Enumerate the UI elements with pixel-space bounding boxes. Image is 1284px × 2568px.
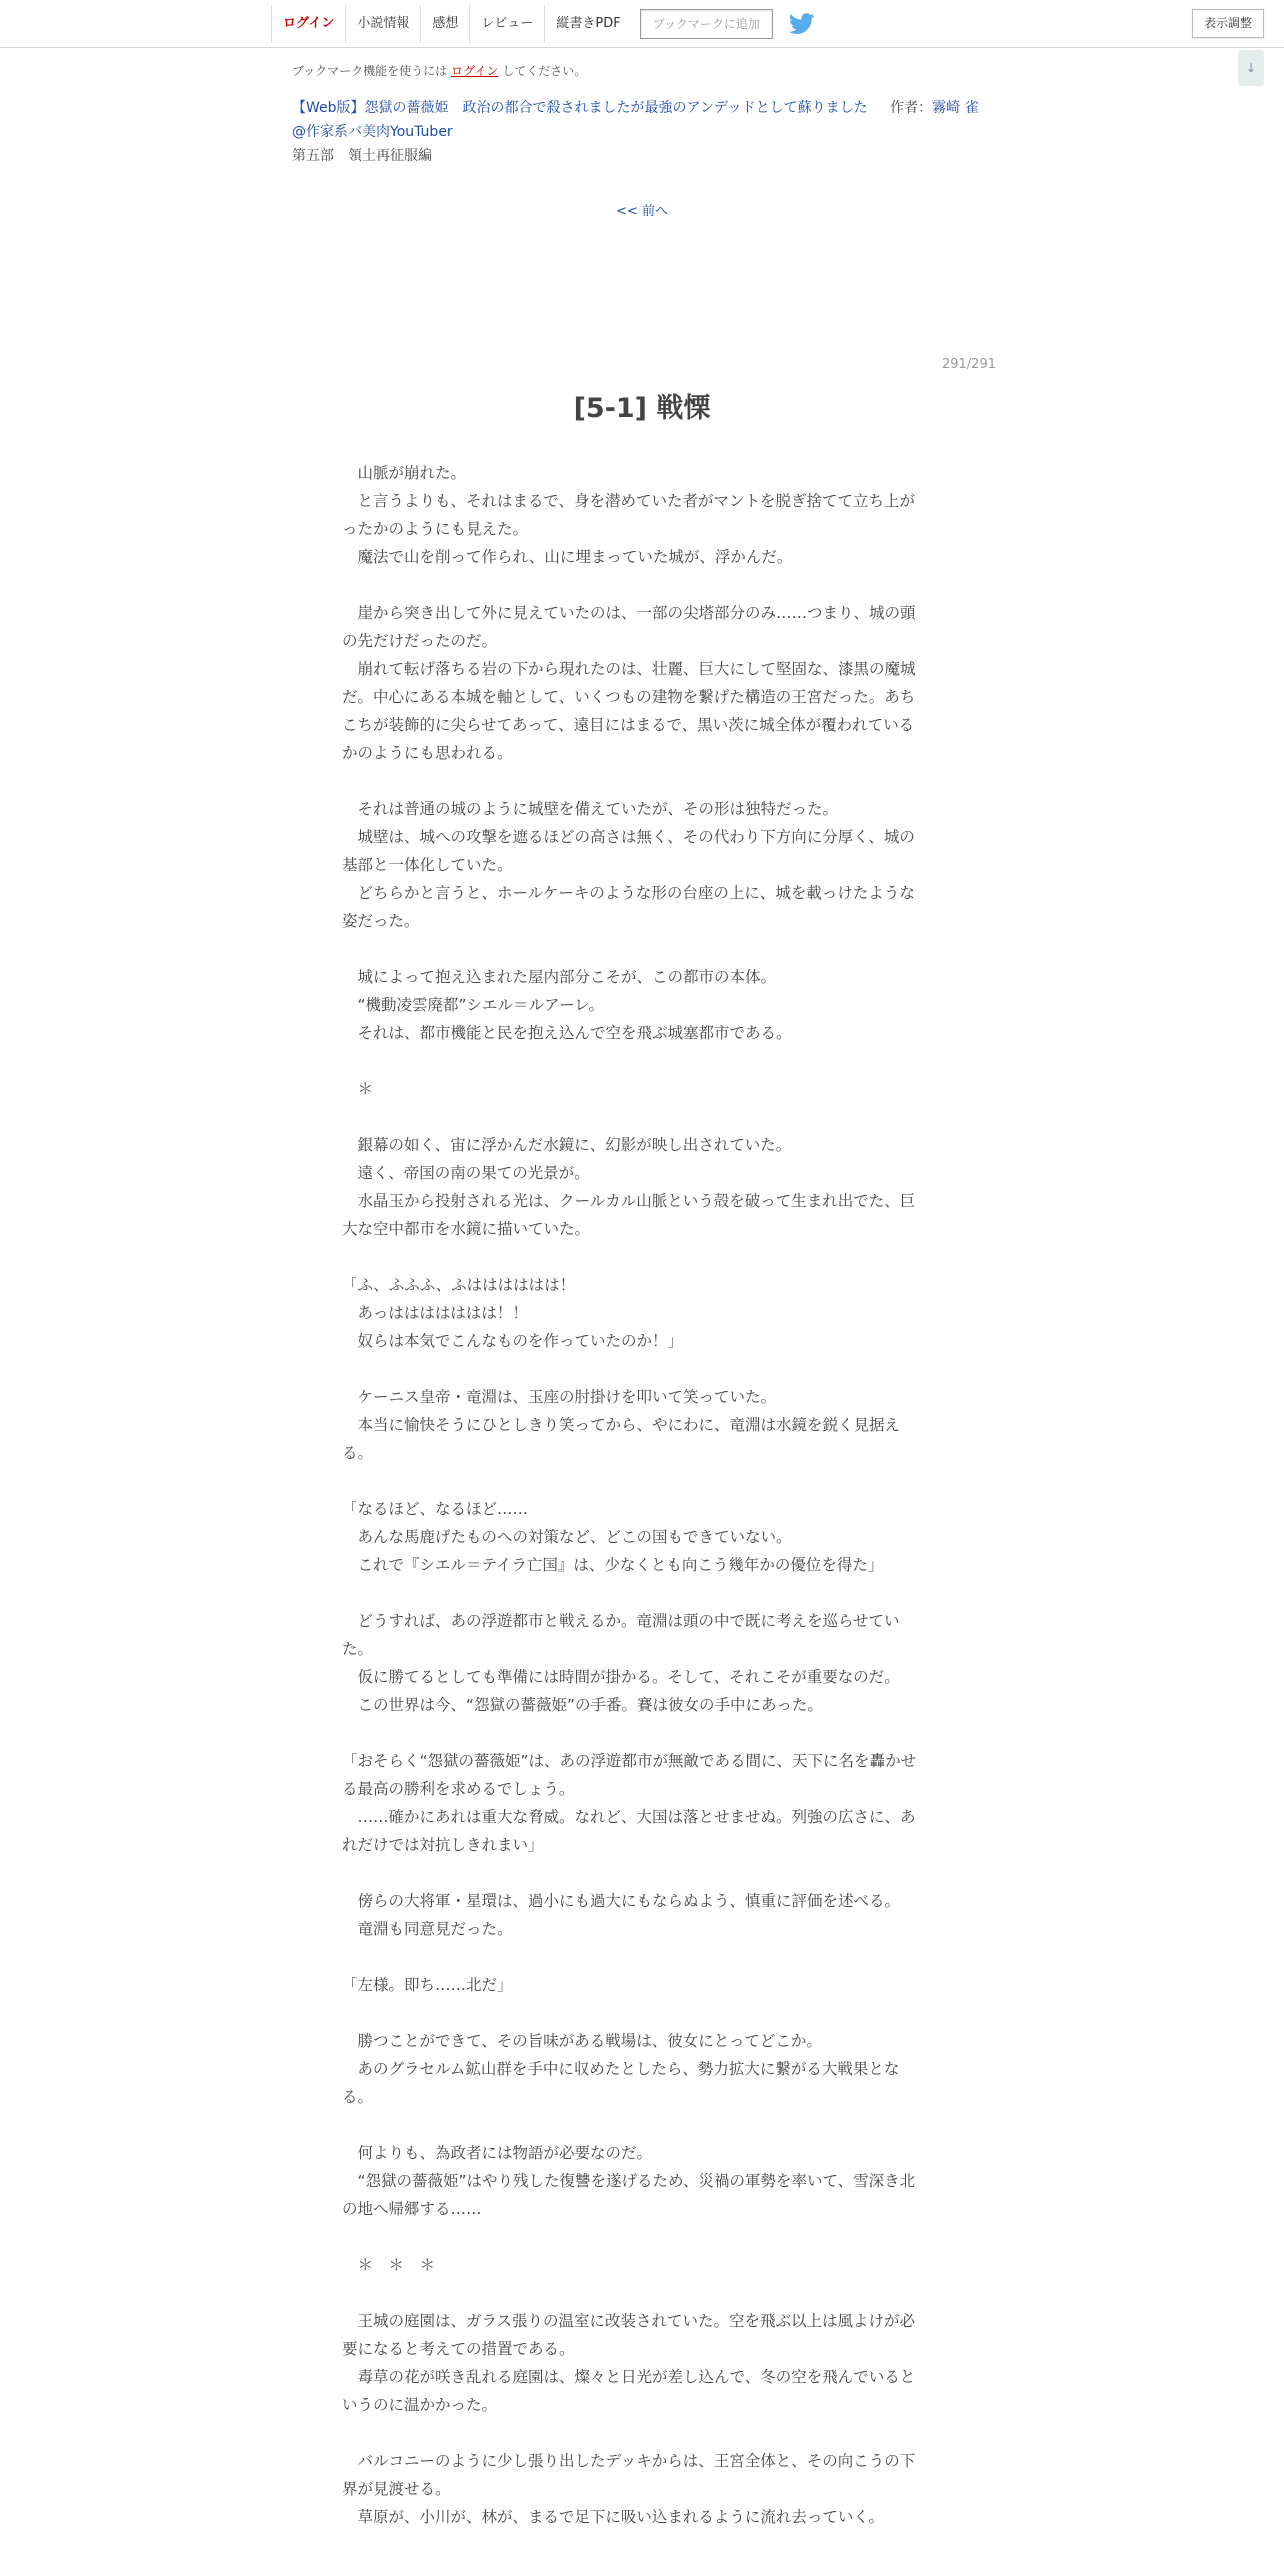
body-line: 城によって抱え込まれた屋内部分こそが、この都市の本体。 <box>342 968 777 986</box>
body-line: 傍らの大将軍・星環は、過小にも過大にもならぬよう、慎重に評価を述べる。 <box>342 1892 901 1910</box>
episode-subtitle: [5-1] 戦慄 <box>573 393 711 424</box>
blank-line <box>342 2279 942 2307</box>
blank-line <box>342 767 942 795</box>
blank-line <box>342 2419 942 2447</box>
blank-line <box>342 2111 942 2139</box>
body-line: あんな馬鹿げたものへの対策など、どこの国もできていない。 <box>342 1528 792 1546</box>
body-line: ったかのようにも見えた。 <box>342 520 529 538</box>
author-info <box>890 100 978 116</box>
body-line: る。 <box>342 2088 374 2106</box>
body-line: の先だけだったのだ。 <box>342 632 498 650</box>
body-line: ケーニス皇帝・竜淵は、玉座の肘掛けを叩いて笑っていた。 <box>342 1388 777 1406</box>
body-line: ……確かにあれは重大な脅威。なれど、大国は落とせませぬ。列強の広さに、あ <box>342 1808 916 1826</box>
blank-line <box>342 1943 942 1971</box>
author-name-link[interactable]: 霧崎 雀 <box>932 100 979 116</box>
nav-novel-info-link[interactable]: 小説情報 <box>345 5 420 43</box>
body-line: 魔法で山を削って作られ、山に埋まっていた城が、浮かんだ。 <box>342 548 793 566</box>
blank-line <box>342 1355 942 1383</box>
body-line: ＊ ＊ ＊ <box>342 2256 436 2274</box>
body-line: 「おそらく“怨獄の薔薇姫”は、あの浮遊都市が無敵である間に、天下に名を轟かせ <box>342 1752 917 1770</box>
blank-line <box>342 2223 942 2251</box>
blank-line <box>342 1579 942 1607</box>
nav-menu <box>271 5 815 43</box>
body-line: それは、都市機能と民を抱え込んで空を飛ぶ城塞都市である。 <box>342 1024 792 1042</box>
login-notice <box>292 62 586 79</box>
notice-text-after: してください。 <box>498 64 587 78</box>
body-line: の地へ帰郷する…… <box>342 2200 482 2218</box>
scroll-down-tab[interactable]: ↓ <box>1238 50 1264 86</box>
blank-line <box>342 1047 942 1075</box>
body-line: これで『シエル＝テイラ亡国』は、少なくとも向こう幾年かの優位を得た」 <box>342 1556 884 1574</box>
body-line: 「なるほど、なるほど…… <box>342 1500 529 1518</box>
prev-page-link[interactable]: << 前へ <box>616 204 668 219</box>
add-bookmark-button[interactable]: ブックマークに追加 <box>640 9 773 39</box>
body-line: る。 <box>342 1444 374 1462</box>
body-line: る最高の勝利を求めるでしょう。 <box>342 1780 575 1798</box>
blank-line <box>342 935 942 963</box>
blank-line <box>342 1103 942 1131</box>
notice-text-before: ブックマーク機能を使うには <box>292 64 451 78</box>
body-line: 崖から突き出して外に見えていたのは、一部の尖塔部分のみ……つまり、城の頭 <box>342 604 916 622</box>
body-line: 「ふ、ふふふ、ふはははははは！ <box>342 1276 576 1294</box>
author-label: 作者： <box>890 100 933 116</box>
body-line: あのグラセルム鉱山群を手中に収めたとしたら、勢力拡大に繋がる大戦果とな <box>342 2060 900 2078</box>
body-line: と言うよりも、それはまるで、身を潜めていた者がマントを脱ぎ捨てて立ち上が <box>342 492 916 510</box>
body-line: どちらかと言うと、ホールケーキのような形の台座の上に、城を載っけたような <box>342 884 915 902</box>
body-line: 毒草の花が咲き乱れる庭園は、燦々と日光が差し込んで、冬の空を飛んでいると <box>342 2368 916 2386</box>
body-line: あっははははははは！！ <box>342 1304 528 1322</box>
body-line: 崩れて転げ落ちる岩の下から現れたのは、壮麗、巨大にして堅固な、漆黒の魔城 <box>342 660 916 678</box>
body-line: どうすれば、あの浮遊都市と戦えるか。竜淵は頭の中で既に考えを巡らせてい <box>342 1612 900 1630</box>
prev-navigation <box>0 200 1284 219</box>
novel-title-link[interactable]: 【Web版】怨獄の薔薇姫 政治の都合で殺されましたが最強のアンデッドとして蘇りました <box>292 100 868 116</box>
body-line: ＊ <box>342 1080 374 1098</box>
body-line: 勝つことができて、その旨味がある戦場は、彼女にとってどこか。 <box>342 2032 822 2050</box>
body-line: バルコニーのように少し張り出したデッキからは、王宮全体と、その向こうの下 <box>342 2452 916 2470</box>
body-line: “機動凌雲廃都”シエル＝ルアーレ。 <box>342 996 605 1014</box>
body-line: 王城の庭園は、ガラス張りの温室に改装されていた。空を飛ぶ以上は風よけが必 <box>342 2312 916 2330</box>
body-line: 本当に愉快そうにひとしきり笑ってから、やにわに、竜淵は水鏡を鋭く見据え <box>342 1416 901 1434</box>
body-line: 「左様。即ち……北だ」 <box>342 1976 513 1994</box>
body-line: 遠く、帝国の南の果ての光景が。 <box>342 1164 590 1182</box>
body-line: この世界は今、“怨獄の薔薇姫”の手番。賽は彼女の手中にあった。 <box>342 1696 823 1714</box>
novel-body-text <box>342 459 942 2531</box>
body-line: 奴らは本気でこんなものを作っていたのか！」 <box>342 1332 684 1350</box>
nav-vertical-pdf-link[interactable]: 縦書きPDF <box>544 5 631 43</box>
body-line: 基部と一体化していた。 <box>342 856 513 874</box>
body-line: 銀幕の如く、宙に浮かんだ水鏡に、幻影が映し出されていた。 <box>342 1136 792 1154</box>
body-line: こちが装飾的に尖らせてあって、遠目にはまるで、黒い茨に城全体が覆われている <box>342 716 915 734</box>
body-line: かのようにも思われる。 <box>342 744 513 762</box>
body-line: 仮に勝てるとしても準備には時間が掛かる。そして、それこそが重要なのだ。 <box>342 1668 900 1686</box>
page-counter: 291/291 <box>941 357 996 372</box>
body-line: 大な空中都市を水鏡に描いていた。 <box>342 1220 591 1238</box>
chapter-title: 第五部 領土再征服編 <box>292 148 432 164</box>
blank-line <box>342 1999 942 2027</box>
body-line: 何よりも、為政者には物語が必要なのだ。 <box>342 2144 653 2162</box>
body-line: それは普通の城のように城壁を備えていたが、その形は独特だった。 <box>342 800 839 818</box>
body-line: 草原が、小川が、林が、まるで足下に吸い込まれるように流れ去っていく。 <box>342 2508 885 2526</box>
display-settings-button[interactable]: 表示調整 <box>1192 9 1264 38</box>
blank-line <box>342 1859 942 1887</box>
notice-login-link[interactable]: ログイン <box>450 64 499 78</box>
body-line: 山脈が崩れた。 <box>342 464 467 482</box>
body-line: れだけでは対抗しきれまい」 <box>342 1836 544 1854</box>
blank-line <box>342 1719 942 1747</box>
body-line: 竜淵も同意見だった。 <box>342 1920 513 1938</box>
body-line: 姿だった。 <box>342 912 420 930</box>
body-line: いうのに温かかった。 <box>342 2396 498 2414</box>
body-line: “怨獄の薔薇姫”はやり残した復讐を遂げるため、災禍の軍勢を率いて、雪深き北 <box>342 2172 916 2190</box>
body-line: 要になると考えての措置である。 <box>342 2340 575 2358</box>
nav-review-link[interactable]: レビュー <box>469 5 544 43</box>
blank-line <box>342 1243 942 1271</box>
blank-line <box>342 1467 942 1495</box>
body-line: た。 <box>342 1640 374 1658</box>
body-line: 界が見渡せる。 <box>342 2480 451 2498</box>
nav-impressions-link[interactable]: 感想 <box>420 5 469 43</box>
twitter-icon[interactable] <box>789 13 815 35</box>
body-line: だ。中心にある本城を軸として、いくつもの建物を繋げた構造の王宮だった。あち <box>342 688 916 706</box>
body-line: 城壁は、城への攻撃を遮るほどの高さは無く、その代わり下方向に分厚く、城の <box>342 828 915 846</box>
novel-header <box>292 96 1002 168</box>
top-navigation-bar <box>0 0 1284 48</box>
author-youtuber-link[interactable]: @作家系バ美肉YouTuber <box>292 124 453 140</box>
nav-login-link[interactable]: ログイン <box>271 5 345 43</box>
blank-line <box>342 571 942 599</box>
body-line: 水晶玉から投射される光は、クールカル山脈という殻を破って生まれ出でた、巨 <box>342 1192 916 1210</box>
